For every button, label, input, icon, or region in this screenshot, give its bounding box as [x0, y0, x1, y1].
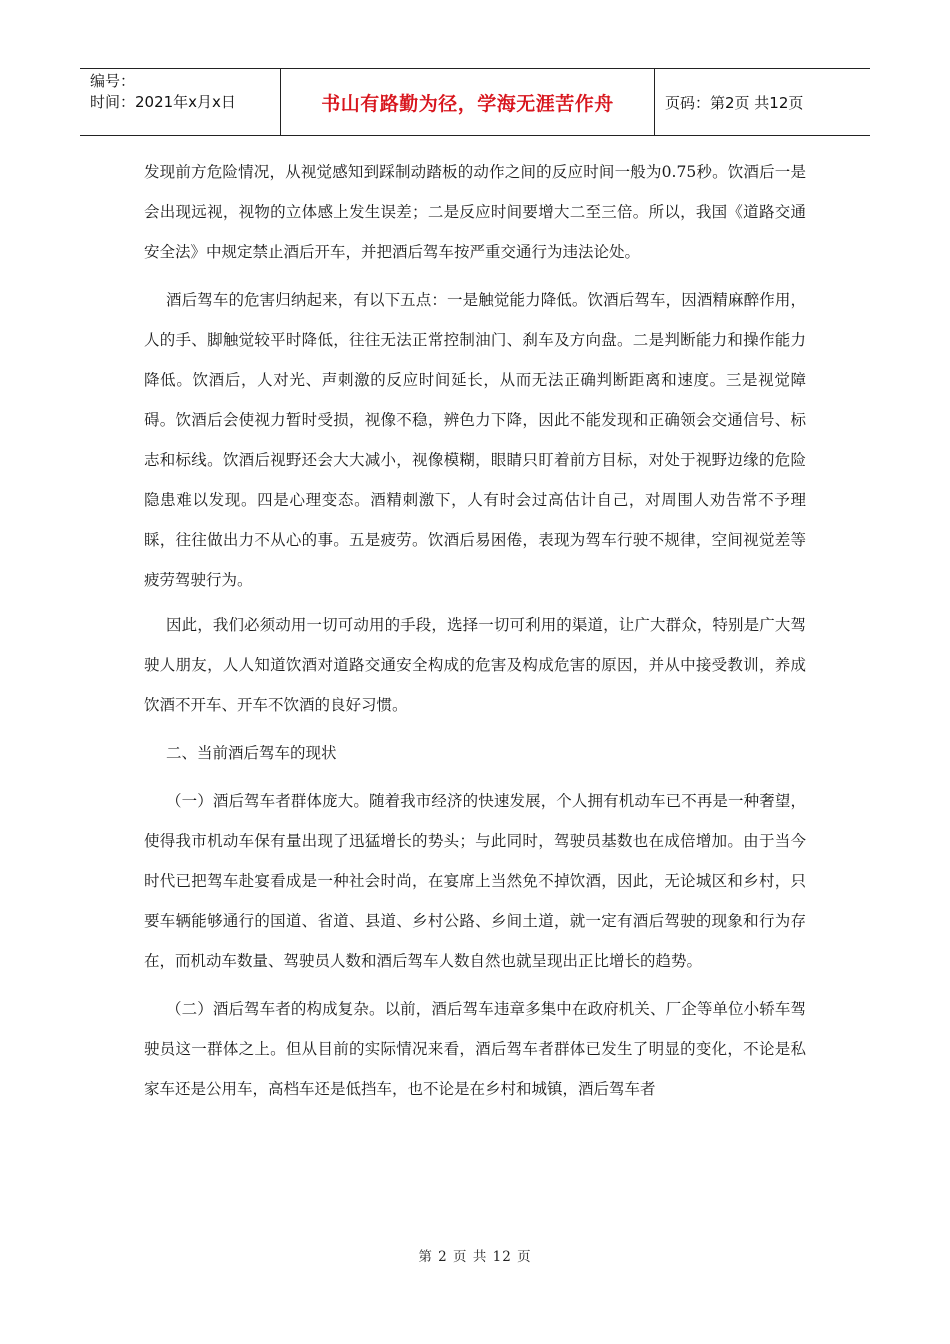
document-date-label: 时间：2021年x月x日 [90, 93, 236, 111]
header-meta [80, 69, 281, 135]
section-heading: 二、当前酒后驾车的现状 [166, 744, 337, 762]
body-paragraph: （二）酒后驾车者的构成复杂。以前，酒后驾车违章多集中在政府机关、厂企等单位小轿车驾驶员这一群体之上。但从目前的实际情况来看，酒后驾车者群体已发生了明显的变化，不论是私家车还是公用车，高档车还是低挡车，也不论是在乡村和城镇，酒后驾车者 [144, 1000, 806, 1098]
page-header [80, 68, 870, 136]
body-paragraph: 发现前方危险情况，从视觉感知到踩制动踏板的动作之间的反应时间一般为0.75秒。饮酒后一是会出现远视，视物的立体感上发生误差；二是反应时间要增大二至三倍。所以，我国《道路交通安全法》中规定禁止酒后开车，并把酒后驾车按严重交通行为违法论处。 [144, 163, 806, 261]
document-body [144, 152, 806, 1109]
body-paragraph: 酒后驾车的危害归纳起来，有以下五点：一是触觉能力降低。饮酒后驾车，因酒精麻醉作用，人的手、脚触觉较平时降低，往往无法正常控制油门、刹车及方向盘。二是判断能力和操作能力降低。饮酒后，人对光、声刺激的反应时间延长，从而无法正确判断距离和速度。三是视觉障碍。饮酒后会使视力暂时受损，视像不稳，辨色力下降，因此不能发现和正确领会交通信号、标志和标线。饮酒后视野还会大大减小，视像模糊，眼睛只盯着前方目标，对处于视野边缘的危险隐患难以发现。四是心理变态。酒精刺激下，人有时会过高估计自己，对周围人劝告常不予理睬，往往做出力不从心的事。五是疲劳。饮酒后易困倦，表现为驾车行驶不规律，空间视觉差等疲劳驾驶行为。 [144, 291, 806, 589]
body-paragraph: 因此，我们必须动用一切可动用的手段，选择一切可利用的渠道，让广大群众，特别是广大驾驶人朋友，人人知道饮酒对道路交通安全构成的危害及构成危害的原因，并从中接受教训，养成饮酒不开车、开车不饮酒的良好习惯。 [144, 616, 806, 714]
document-number-label: 编号： [90, 72, 136, 90]
header-page-number: 页码：第2页 共12页 [665, 93, 804, 112]
body-paragraph: （一）酒后驾车者群体庞大。随着我市经济的快速发展，个人拥有机动车已不再是一种奢望，使得我市机动车保有量出现了迅猛增长的势头；与此同时，驾驶员基数也在成倍增加。由于当今时代已把驾车赴宴看成是一种社会时尚，在宴席上当然免不掉饮酒，因此，无论城区和乡村，只要车辆能够通行的国道、省道、县道、乡村公路、乡间土道，就一定有酒后驾驶的现象和行为存在，而机动车数量、驾驶员人数和酒后驾车人数自然也就呈现出正比增长的趋势。 [144, 792, 806, 970]
page-footer: 第 2 页 共 12 页 [418, 1249, 532, 1265]
header-motto: 书山有路勤为径，学海无涯苦作舟 [281, 69, 655, 135]
